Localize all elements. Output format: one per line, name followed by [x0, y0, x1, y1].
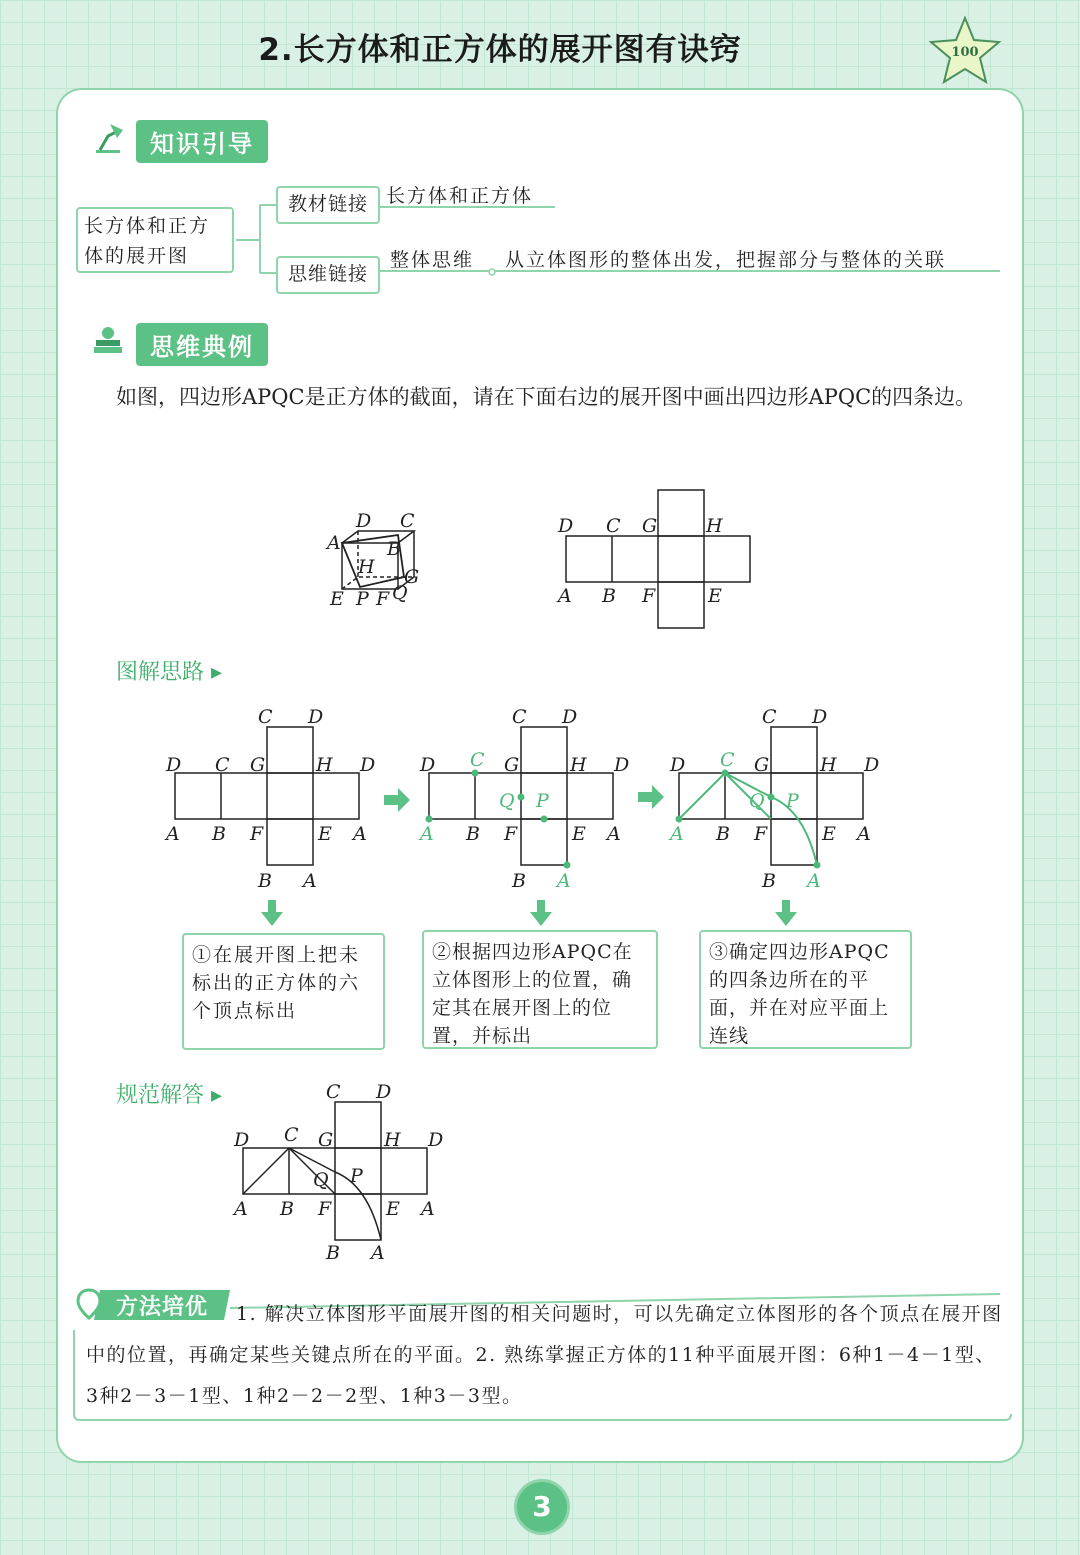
step3-box: ③确定四边形APQC的四条边所在的平面，并在对应平面上连线	[699, 930, 912, 1049]
vertex-label: A	[607, 823, 621, 845]
step3-net-figure	[664, 700, 889, 895]
mindmap-branch-thinking-title: 整体思维	[390, 249, 475, 271]
vertex-label: P	[786, 790, 799, 812]
vertex-label: B	[326, 1242, 340, 1264]
vertex-label: F	[318, 1198, 332, 1220]
answer-net-figure	[228, 1075, 453, 1270]
vertex-label: D	[812, 706, 828, 728]
vertex-label: G	[504, 754, 520, 776]
blank-net-figure	[550, 485, 760, 635]
vertex-label: F	[504, 823, 518, 845]
vertex-label: F	[250, 823, 264, 845]
vertex-label: D	[360, 754, 376, 776]
cube-label-p: P	[356, 588, 369, 610]
mindmap-branch-textbook: 教材链接	[276, 186, 380, 224]
cube-label-b: B	[387, 538, 401, 560]
step1-net-figure	[160, 700, 385, 895]
cube-label-a: A	[327, 532, 341, 554]
section-title-thinking: 思维典例	[136, 323, 268, 366]
vertex-label: G	[754, 754, 770, 776]
arrow-right-icon	[382, 786, 412, 814]
vertex-label: D	[614, 754, 630, 776]
vertex-label: H	[570, 754, 587, 776]
step2-box: ②根据四边形APQC在立体图形上的位置，确定其在展开图上的位置，并标出	[422, 930, 658, 1049]
vertex-label: D	[428, 1129, 444, 1151]
vertex-label: B	[716, 823, 730, 845]
vertex-label: F	[642, 585, 656, 607]
arrow-down-icon	[773, 898, 799, 928]
cube-label-g: G	[404, 566, 420, 588]
vertex-label: D	[308, 706, 324, 728]
cube-label-h: H	[358, 556, 375, 578]
vertex-label: B	[466, 823, 480, 845]
cube-label-e: E	[330, 588, 344, 610]
cube-label-d: D	[356, 510, 372, 532]
vertex-label: A	[353, 823, 367, 845]
vertex-label: D	[234, 1129, 250, 1151]
section-title-knowledge: 知识引导	[136, 120, 268, 163]
vertex-label: D	[562, 706, 578, 728]
problem-text: 如图，四边形APQC是正方体的截面，请在下面右边的展开图中画出四边形APQC的四条边。	[116, 385, 977, 409]
vertex-label: C	[470, 749, 485, 771]
section-title-diagram-idea: 图解思路 ▸	[116, 660, 223, 685]
vertex-label: Q	[749, 790, 765, 812]
arrow-right-icon	[636, 783, 666, 811]
vertex-label: B	[762, 870, 776, 892]
vertex-label: A	[421, 1198, 435, 1220]
section-title-standard-answer-text: 规范解答	[116, 1083, 205, 1108]
section-title-standard-answer: 规范解答 ▸	[116, 1083, 223, 1108]
vertex-label: G	[642, 515, 658, 537]
vertex-label: B	[280, 1198, 294, 1220]
method-text: 1. 解决立体图形平面展开图的相关问题时，可以先确定立体图形的各个顶点在展开图中的位置，再确定某些关键点所在的平面。2. 熟练掌握正方体的11种平面展开图：6种1－4－1型、3种2－3－1型、1种2－2－2型、1种3－3型。	[86, 1303, 1003, 1407]
vertex-label: D	[376, 1081, 392, 1103]
vertex-label: B	[602, 585, 616, 607]
vertex-label: H	[384, 1129, 401, 1151]
vertex-label: A	[857, 823, 871, 845]
section-title-method: 方法培优	[116, 1295, 209, 1320]
vertex-label: E	[708, 585, 722, 607]
cube-label-c: C	[400, 510, 415, 532]
vertex-label: C	[284, 1124, 299, 1146]
arrow-down-icon	[528, 898, 554, 928]
vertex-label: A	[670, 823, 684, 845]
vertex-label: H	[316, 754, 333, 776]
vertex-label: G	[250, 754, 266, 776]
vertex-label: A	[371, 1242, 385, 1264]
vertex-label: C	[326, 1081, 341, 1103]
vertex-label: D	[558, 515, 574, 537]
vertex-label: A	[166, 823, 180, 845]
vertex-label: H	[706, 515, 723, 537]
vertex-label: Q	[313, 1169, 329, 1191]
vertex-label: D	[166, 754, 182, 776]
vertex-label: B	[512, 870, 526, 892]
vertex-label: C	[215, 754, 230, 776]
section-title-diagram-idea-text: 图解思路	[116, 660, 205, 685]
vertex-label: C	[258, 706, 273, 728]
vertex-label: C	[720, 749, 735, 771]
vertex-label: Q	[499, 790, 515, 812]
mindmap-root: 长方体和正方体的展开图	[76, 207, 234, 273]
mindmap-branch-textbook-content: 长方体和正方体	[386, 185, 534, 207]
vertex-label: H	[820, 754, 837, 776]
vertex-label: D	[670, 754, 686, 776]
vertex-label: E	[822, 823, 836, 845]
vertex-label: B	[212, 823, 226, 845]
vertex-label: P	[350, 1165, 363, 1187]
books-icon	[90, 323, 126, 359]
mascot-star-icon	[925, 14, 1005, 88]
vertex-label: D	[420, 754, 436, 776]
lamp-icon	[90, 120, 126, 156]
mindmap-branch-thinking: 思维链接	[276, 256, 380, 294]
vertex-label: A	[420, 823, 434, 845]
vertex-label: E	[318, 823, 332, 845]
cube-label-q: Q	[392, 582, 408, 604]
vertex-label: C	[512, 706, 527, 728]
vertex-label: D	[864, 754, 880, 776]
vertex-label: P	[536, 790, 549, 812]
page-number: 3	[514, 1479, 570, 1535]
page-title: 2.长方体和正方体的展开图有诀窍	[258, 32, 742, 68]
cube-label-f: F	[376, 588, 390, 610]
arrow-down-icon	[259, 898, 285, 928]
vertex-label: E	[572, 823, 586, 845]
step1-box: ①在展开图上把未标出的正方体的六个顶点标出	[182, 933, 385, 1050]
vertex-label: E	[386, 1198, 400, 1220]
cube-figure	[320, 505, 430, 615]
vertex-label: A	[807, 870, 821, 892]
vertex-label: C	[762, 706, 777, 728]
vertex-label: F	[754, 823, 768, 845]
vertex-label: A	[558, 585, 572, 607]
vertex-label: G	[318, 1129, 334, 1151]
mindmap-branch-thinking-content: 从立体图形的整体出发，把握部分与整体的关联	[505, 249, 947, 271]
vertex-label: B	[258, 870, 272, 892]
mascot-label: 100	[951, 45, 979, 60]
vertex-label: A	[303, 870, 317, 892]
vertex-label: A	[557, 870, 571, 892]
vertex-label: C	[606, 515, 621, 537]
vertex-label: A	[234, 1198, 248, 1220]
step2-net-figure	[414, 700, 639, 895]
